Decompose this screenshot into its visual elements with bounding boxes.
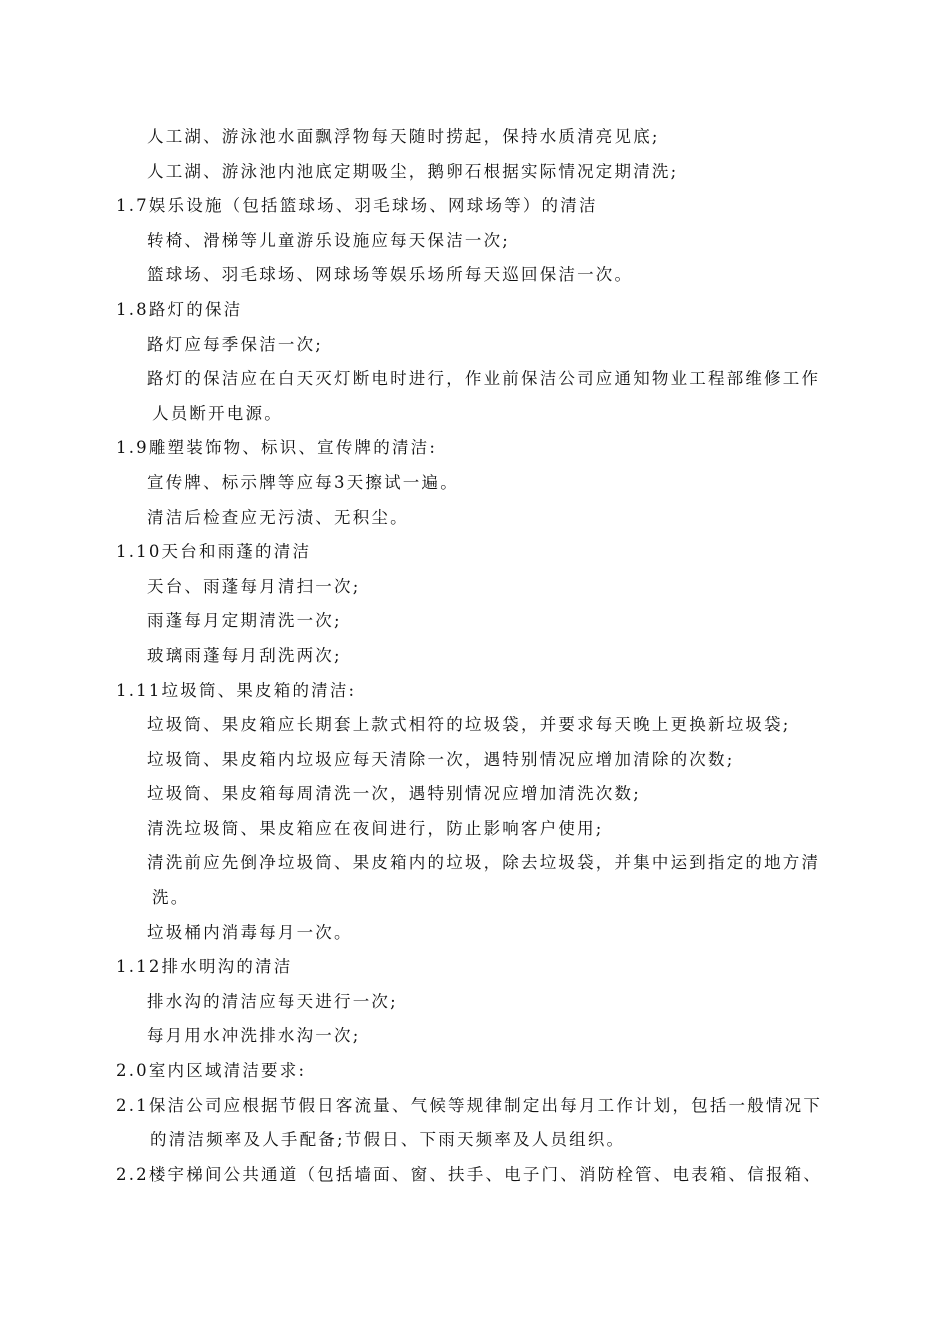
paragraph-line: 垃圾桶内消毒每月一次。 <box>147 922 353 942</box>
paragraph-line: 人工湖、游泳池内池底定期吸尘，鹅卵石根据实际情况定期清洗; <box>147 161 679 181</box>
paragraph-line: 转椅、滑梯等儿童游乐设施应每天保洁一次; <box>147 230 511 250</box>
paragraph-continuation: 的清洁频率及人手配备;节假日、下雨天频率及人员组织。 <box>150 1130 626 1150</box>
paragraph-line: 清洗垃圾筒、果皮箱应在夜间进行，防止影响客户使用; <box>147 818 604 838</box>
paragraph-line: 天台、雨蓬每月清扫一次; <box>147 576 361 596</box>
paragraph-line: 篮球场、羽毛球场、网球场等娱乐场所每天巡回保洁一次。 <box>147 265 634 285</box>
paragraph-line: 每月用水冲洗排水沟一次; <box>147 1026 361 1046</box>
document-body <box>0 120 950 1192</box>
section-heading: 1.9雕塑装饰物、标识、宣传牌的清洁: <box>116 438 438 458</box>
section-heading: 1.10天台和雨蓬的清洁 <box>116 542 312 562</box>
paragraph-line: 路灯应每季保洁一次; <box>147 334 324 354</box>
section-heading: 2.0室内区域清洁要求: <box>116 1061 307 1081</box>
section-heading: 1.11垃圾筒、果皮箱的清洁: <box>116 680 357 700</box>
section-heading: 1.7娱乐设施（包括篮球场、羽毛球场、网球场等）的清洁 <box>116 196 598 216</box>
section-heading: 2.1保洁公司应根据节假日客流量、气候等规律制定出每月工作计划，包括一般情况下 <box>116 1095 823 1115</box>
section-heading: 1.8路灯的保洁 <box>116 299 243 319</box>
paragraph-line: 人工湖、游泳池水面飘浮物每天随时捞起，保持水质清亮见底; <box>147 127 660 146</box>
paragraph-line: 垃圾筒、果皮箱应长期套上款式相符的垃圾袋，并要求每天晚上更换新垃圾袋; <box>147 715 791 735</box>
paragraph-line: 路灯的保洁应在白天灭灯断电时进行，作业前保洁公司应通知物业工程部维修工作 <box>147 369 821 389</box>
section-heading: 2.2楼宇梯间公共通道（包括墙面、窗、扶手、电子门、消防栓管、电表箱、信报箱、 <box>116 1164 823 1184</box>
paragraph-line: 雨蓬每月定期清洗一次; <box>147 611 342 631</box>
section-heading: 1.12排水明沟的清洁 <box>116 957 293 977</box>
paragraph-continuation: 人员断开电源。 <box>152 403 283 423</box>
paragraph-line: 清洁后检查应无污渍、无积尘。 <box>147 507 409 527</box>
paragraph-line: 宣传牌、标示牌等应每3天擦试一遍。 <box>147 472 459 492</box>
paragraph-line: 垃圾筒、果皮箱内垃圾应每天清除一次，遇特别情况应增加清除的次数; <box>147 749 735 769</box>
paragraph-line: 清洗前应先倒净垃圾筒、果皮箱内的垃圾，除去垃圾袋，并集中运到指定的地方清 <box>147 853 821 873</box>
paragraph-line: 排水沟的清洁应每天进行一次; <box>147 991 398 1011</box>
paragraph-line: 玻璃雨蓬每月刮洗两次; <box>147 645 342 665</box>
paragraph-continuation: 洗。 <box>152 888 190 908</box>
paragraph-line: 垃圾筒、果皮箱每周清洗一次，遇特别情况应增加清洗次数; <box>147 784 641 804</box>
